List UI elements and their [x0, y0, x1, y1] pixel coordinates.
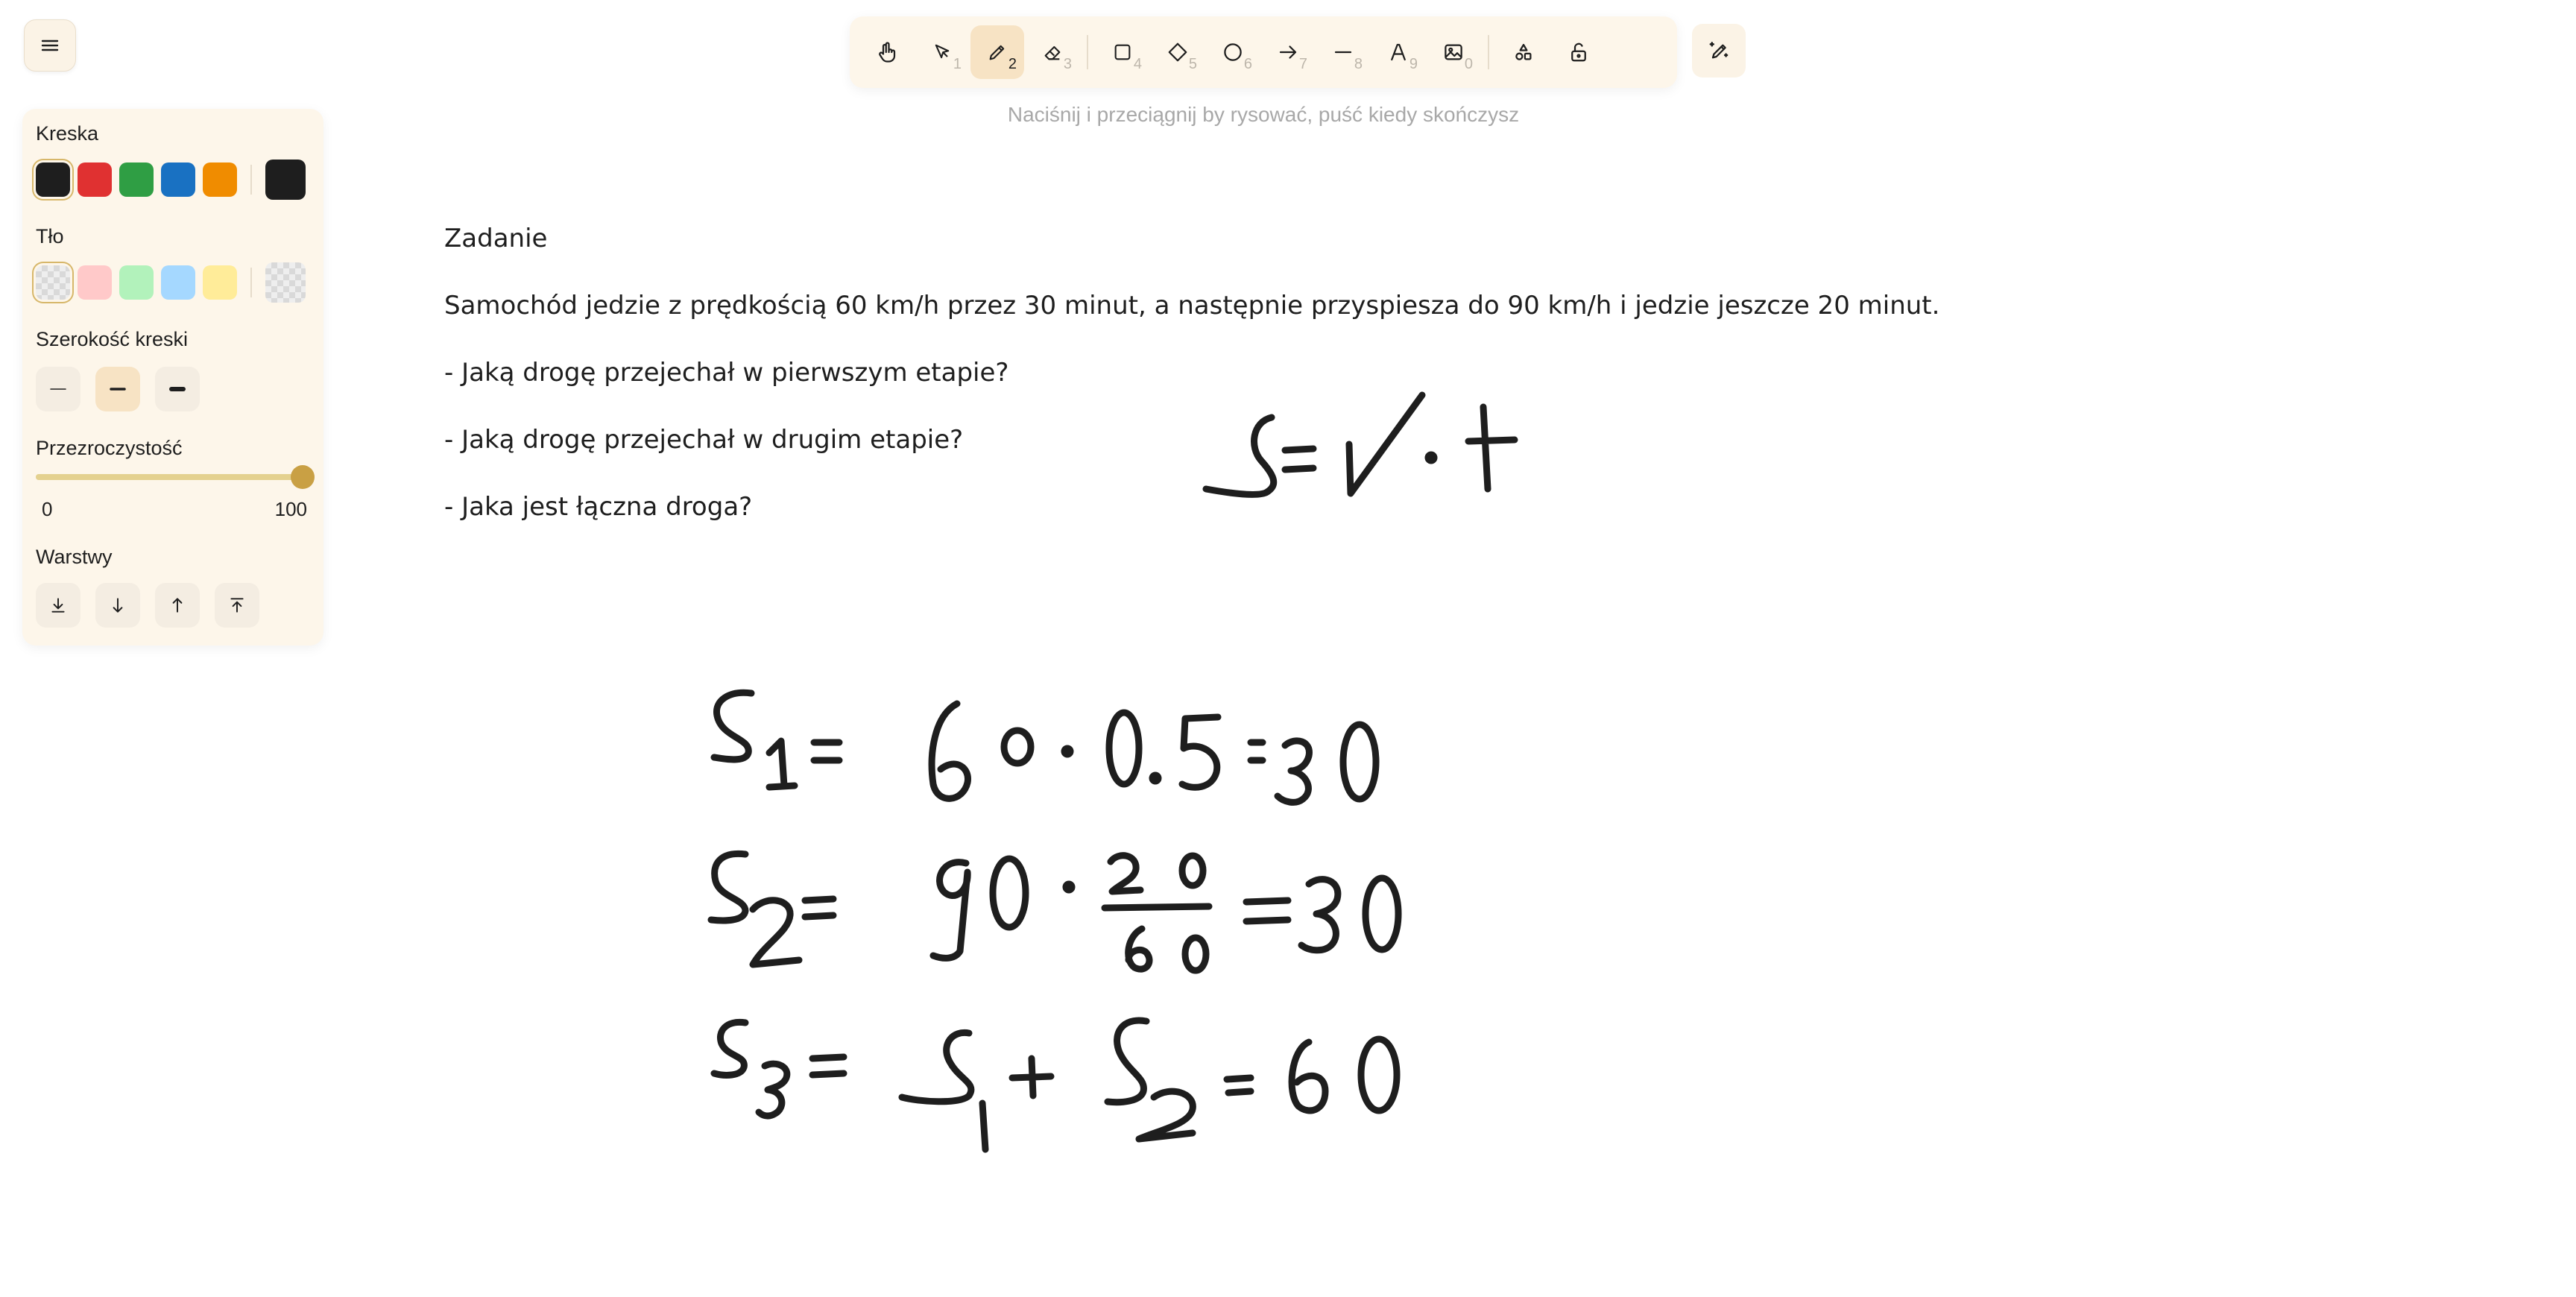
- tool-key: 2: [1008, 56, 1017, 72]
- tool-key: 6: [1243, 56, 1252, 72]
- canvas-question-1[interactable]: - Jaką drogę przejechał w pierwszym etapie?: [444, 358, 1009, 388]
- opacity-max-label: 100: [274, 498, 307, 520]
- tool-key: 7: [1298, 56, 1307, 72]
- stroke-width-label: Szerokość kreski: [36, 328, 189, 350]
- background-label: Tło: [36, 225, 64, 247]
- layers-label: Warstwy: [36, 546, 113, 568]
- tool-key: 5: [1188, 56, 1197, 72]
- canvas-problem-text[interactable]: Samochód jedzie z prędkością 60 km/h przez 30 minut, a następnie przyspiesza do 90 km/h i jedzie jeszcze 20 minut.: [444, 291, 1940, 321]
- tool-key: 0: [1464, 56, 1473, 72]
- ink-line-s3[interactable]: [714, 1020, 1397, 1149]
- canvas-question-3[interactable]: - Jaka jest łączna droga?: [444, 492, 753, 522]
- ink-line-s1[interactable]: [714, 692, 1376, 802]
- opacity-label: Przezroczystość: [36, 437, 183, 459]
- drawing-hint: Naciśnij i przeciągnij by rysować, puść kiedy skończysz: [1007, 103, 1520, 126]
- tool-key: 4: [1133, 56, 1142, 72]
- opacity-min-label: 0: [42, 498, 53, 520]
- tool-key: 1: [953, 56, 962, 72]
- tool-key: 9: [1409, 56, 1418, 72]
- ink-line-s2[interactable]: [711, 853, 1398, 971]
- ink-formula-s-v-t[interactable]: [1206, 395, 1515, 494]
- stroke-label: Kreska: [36, 122, 99, 145]
- tool-key: 8: [1354, 56, 1363, 72]
- canvas-heading[interactable]: Zadanie: [444, 224, 548, 253]
- canvas-question-2[interactable]: - Jaką drogę przejechał w drugim etapie?: [444, 425, 964, 455]
- tool-key: 3: [1063, 56, 1072, 72]
